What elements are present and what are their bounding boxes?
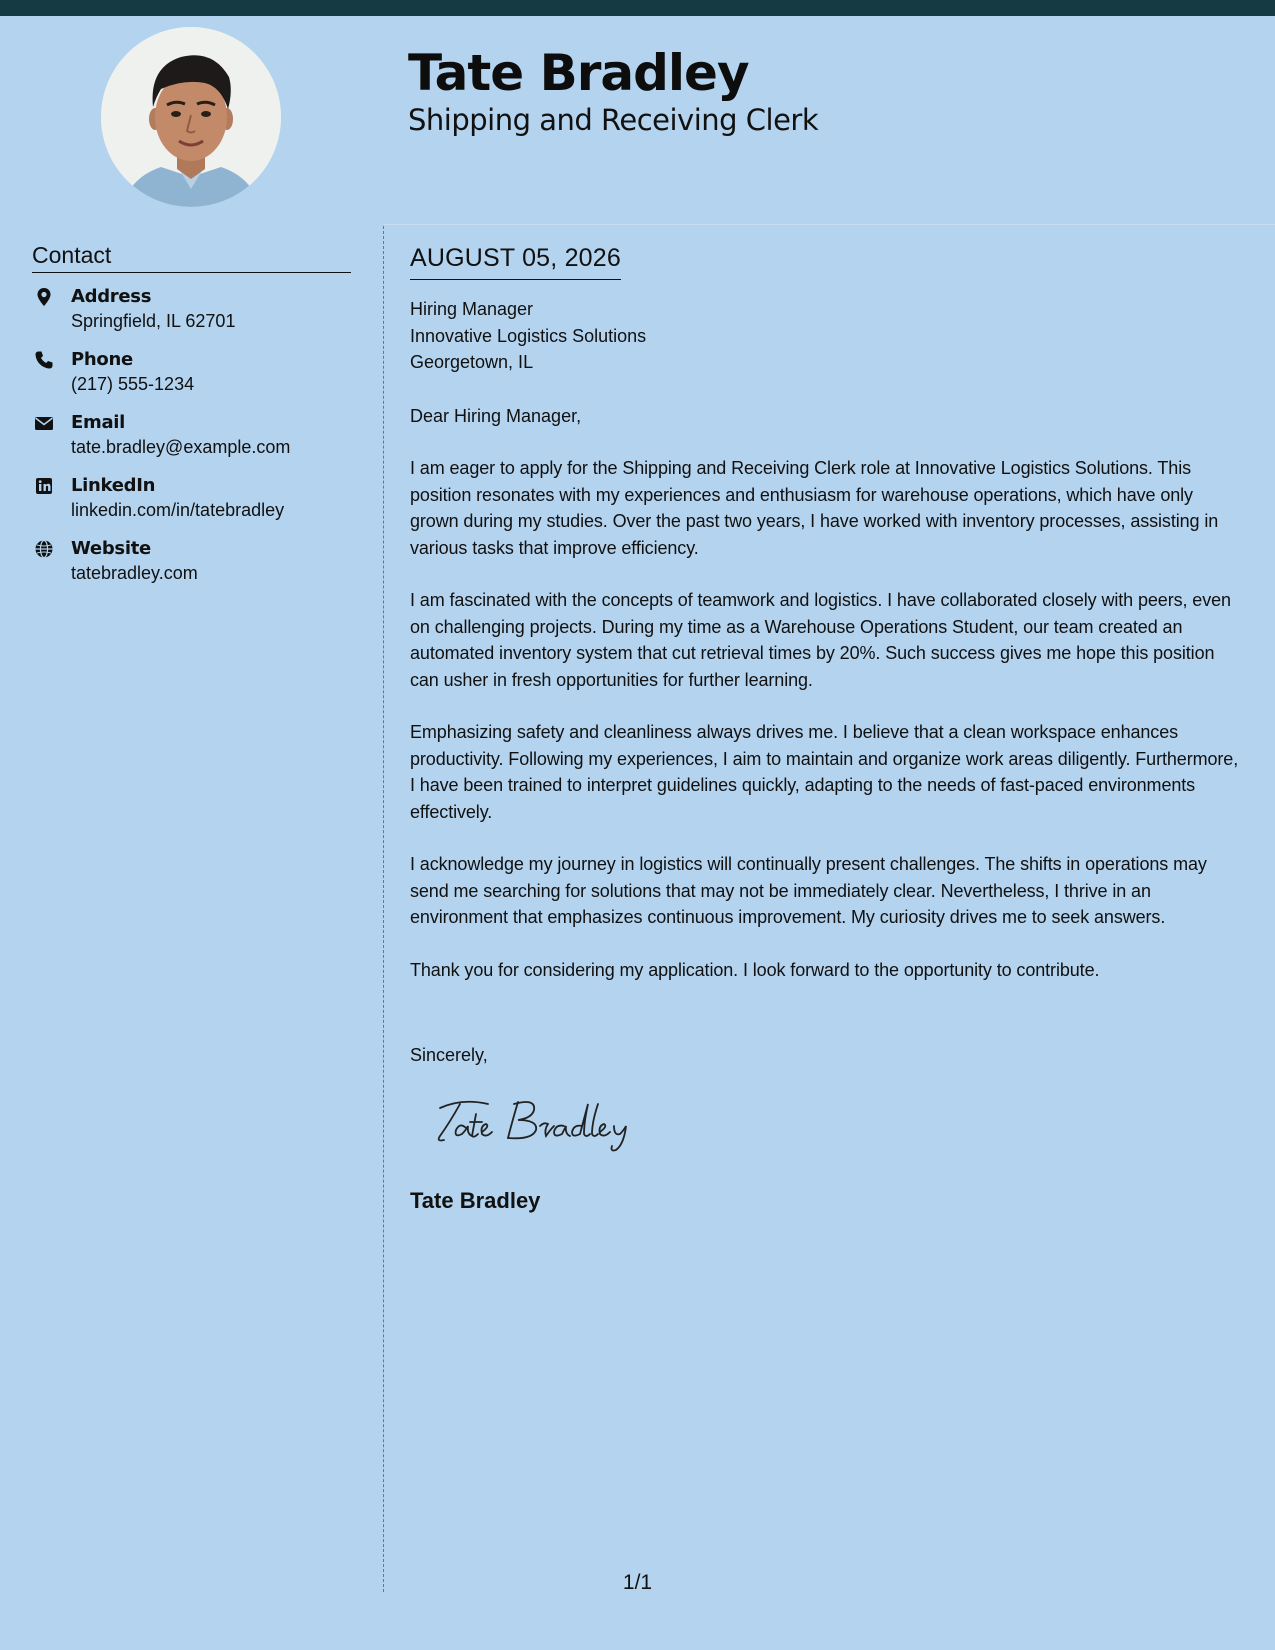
profile-photo-illustration [101, 27, 281, 207]
contact-value: Springfield, IL 62701 [71, 311, 236, 331]
letter-paragraph: Thank you for considering my application. I look forward to the opportunity to contribute. [410, 959, 1100, 980]
contact-label: Website [71, 538, 151, 559]
column-divider [383, 226, 384, 1592]
letter-date: AUGUST 05, 2026 [410, 240, 621, 280]
contact-heading: Contact [32, 238, 351, 273]
applicant-name: Tate Bradley [408, 44, 749, 102]
profile-photo [101, 27, 281, 207]
letter-paragraph: Emphasizing safety and cleanliness always drives me. I believe that a clean workspace enhances productivity. Following my experiences, I aim to maintain and organize work areas diligently. Furthermore, I have been trained to interpret guidelines quickly, adapting to the needs of fast-paced environments effectively. [410, 722, 1239, 822]
contact-item-email [32, 410, 362, 473]
map-pin-icon [34, 287, 54, 307]
contact-item-phone [32, 347, 362, 410]
contact-value[interactable]: tatebradley.com [71, 563, 198, 583]
contact-item-address [32, 284, 362, 347]
signer-name: Tate Bradley [410, 1188, 541, 1213]
recipient-block [410, 296, 1245, 376]
top-bar [0, 0, 1275, 16]
contact-item-website [32, 536, 362, 599]
contact-value[interactable]: linkedin.com/in/tatebradley [71, 500, 285, 520]
letter-body [410, 240, 1245, 983]
contact-value[interactable]: tate.bradley@example.com [71, 437, 291, 457]
applicant-job-title: Shipping and Receiving Clerk [408, 103, 819, 137]
contact-label: Phone [71, 349, 133, 370]
header-divider [384, 224, 1275, 225]
envelope-icon [34, 413, 54, 433]
letter-paragraph: I am eager to apply for the Shipping and Receiving Clerk role at Innovative Logistics Solutions. This position resonates with my experiences and enthusiasm for warehouse operations, which have only grown during my studies. Over the past two years, I have worked with inventory processes, assisting in various tasks that improve efficiency. [410, 458, 1219, 558]
contact-value: (217) 555-1234 [71, 374, 195, 394]
contact-label: Email [71, 412, 126, 433]
closing: Sincerely, [410, 1045, 488, 1065]
signature [432, 1092, 652, 1152]
contact-label: Address [71, 286, 152, 307]
page-number: 1/1 [622, 1571, 653, 1594]
recipient-name: Hiring Manager [410, 299, 534, 319]
linkedin-icon [34, 476, 54, 496]
phone-icon [34, 350, 54, 370]
contact-label: LinkedIn [71, 475, 156, 496]
letter-paragraph: I am fascinated with the concepts of teamwork and logistics. I have collaborated closely with peers, even on challenging projects. During my time as a Warehouse Operations Student, our team created an automated inventory system that cut retrieval times by 20%. Such success gives me hope this position can usher in fresh opportunities for further learning. [410, 590, 1231, 690]
contact-item-linkedin [32, 473, 362, 536]
contact-list [32, 284, 362, 599]
globe-icon [34, 539, 54, 559]
salutation: Dear Hiring Manager, [410, 405, 582, 426]
recipient-company: Innovative Logistics Solutions [410, 325, 647, 346]
letter-paragraph: I acknowledge my journey in logistics will continually present challenges. The shifts in operations may send me searching for solutions that may not be immediately clear. Nevertheless, I thrive in an environment that emphasizes continuous improvement. My curiosity drives me to seek answers. [410, 854, 1207, 927]
recipient-location: Georgetown, IL [410, 352, 534, 372]
